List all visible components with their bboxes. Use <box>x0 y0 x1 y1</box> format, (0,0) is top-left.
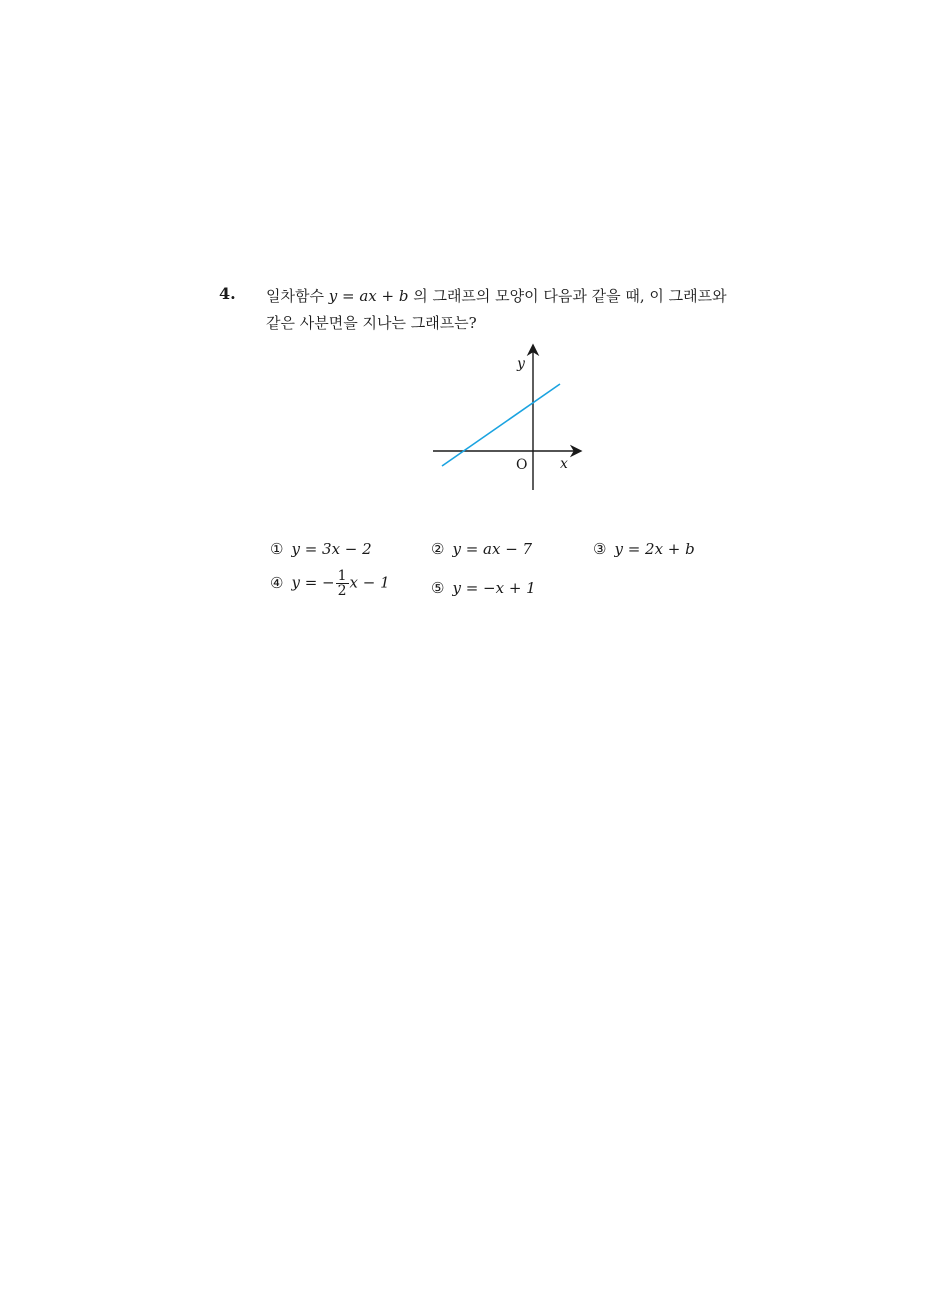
choice-4-expression-post: x − 1 <box>349 573 390 592</box>
choice-1-expression: y = 3x − 2 <box>291 540 372 558</box>
y-axis-label: y <box>517 356 525 372</box>
choice-1[interactable] <box>270 540 372 558</box>
question-text-line-1 <box>266 285 727 306</box>
choice-5-expression: y = −x + 1 <box>452 579 536 597</box>
choice-3[interactable] <box>593 540 695 558</box>
choice-4-fraction-numerator: 1 <box>337 568 347 584</box>
choice-4-marker: ④ <box>270 573 284 592</box>
choice-4-expression-pre: y = − <box>291 573 335 592</box>
question-number: 4. <box>219 284 236 303</box>
x-axis-label: x <box>560 456 568 472</box>
choice-3-marker: ③ <box>593 540 607 558</box>
choice-4-fraction-denominator: 2 <box>337 583 347 599</box>
function-line <box>442 384 560 466</box>
question-text-line-2: 같은 사분면을 지나는 그래프는? <box>266 314 477 332</box>
question-text-pre: 일차함수 <box>266 287 329 305</box>
choice-2-marker: ② <box>431 540 445 558</box>
origin-label: O <box>516 457 528 473</box>
question-equation: y = ax + b <box>328 287 409 305</box>
choice-2-expression: y = ax − 7 <box>452 540 533 558</box>
choice-1-marker: ① <box>270 540 284 558</box>
choice-4[interactable] <box>270 569 390 598</box>
linear-function-graph <box>425 340 595 500</box>
question-text-post: 의 그래프의 모양이 다음과 같을 때, 이 그래프와 <box>408 287 727 305</box>
choice-2[interactable] <box>431 540 532 558</box>
choice-3-expression: y = 2x + b <box>614 540 695 558</box>
choice-5[interactable] <box>431 579 536 597</box>
choice-4-fraction <box>336 569 349 598</box>
choice-5-marker: ⑤ <box>431 579 445 597</box>
